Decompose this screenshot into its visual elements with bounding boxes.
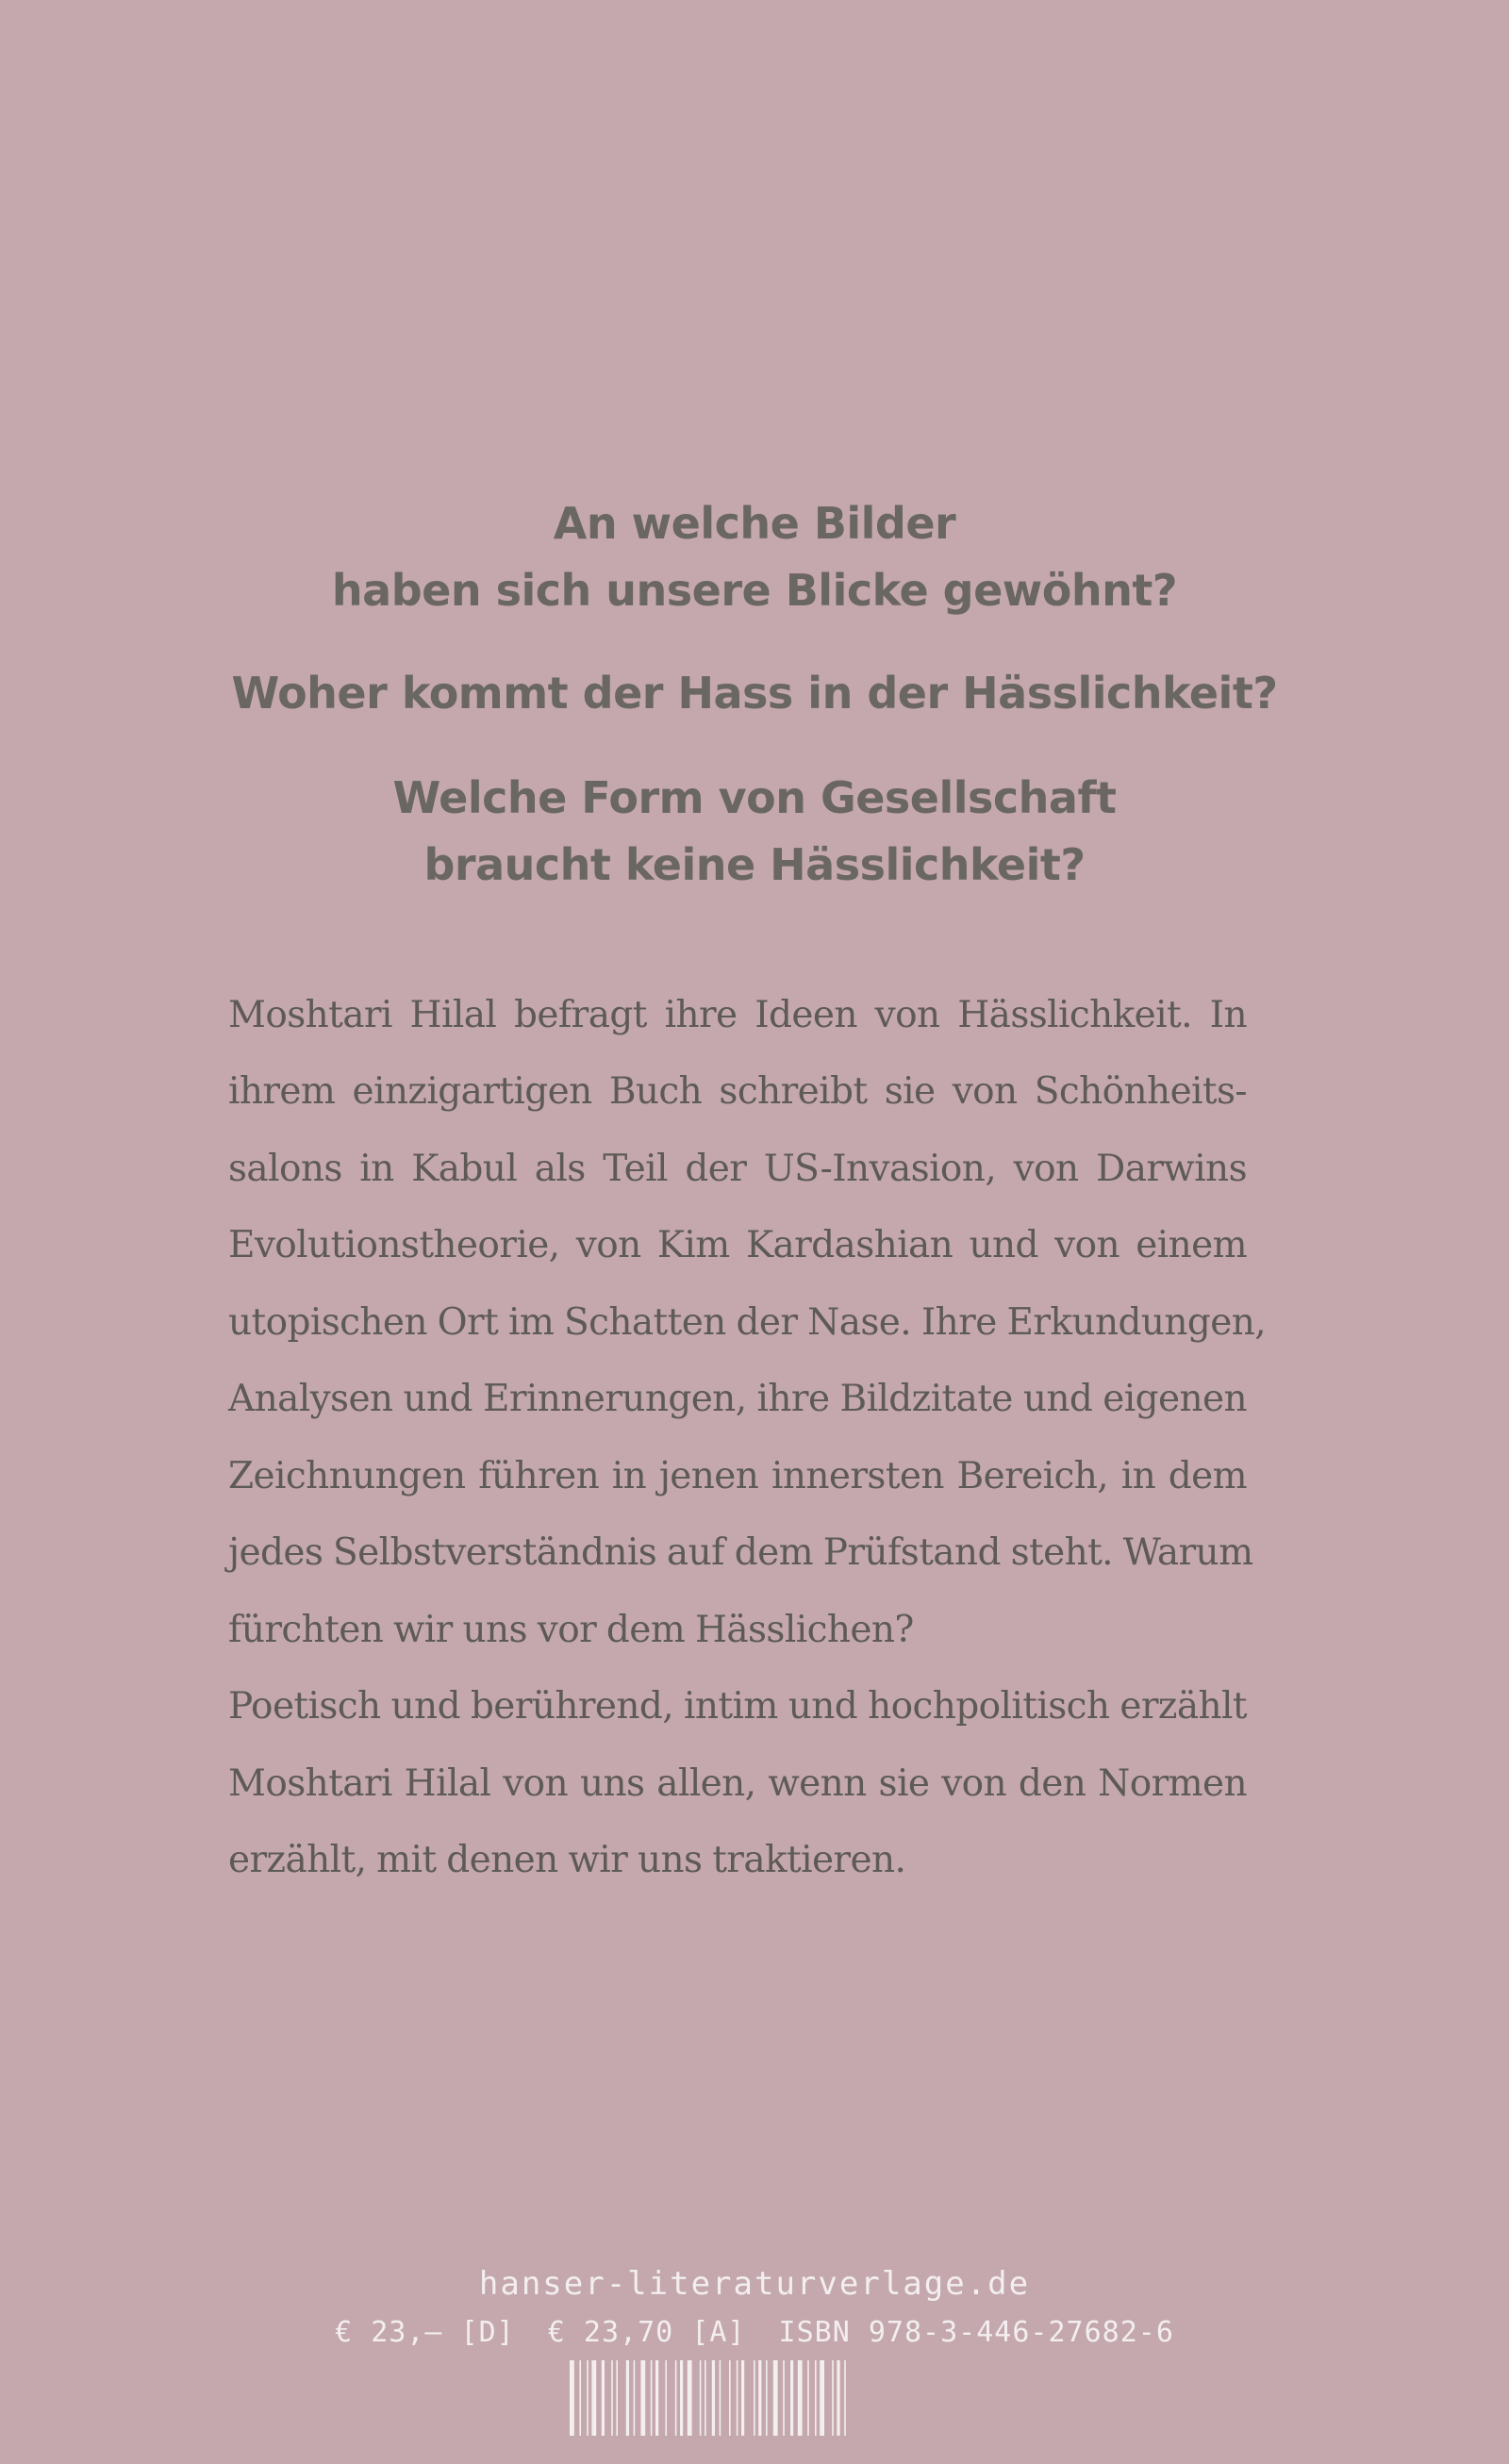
barcode-bar bbox=[773, 2360, 778, 2436]
barcode-bar bbox=[616, 2360, 618, 2436]
blurb-line: salons in Kabul als Teil der US-Invasion, von Darwins bbox=[228, 1148, 1247, 1190]
barcode-bar bbox=[807, 2360, 809, 2436]
barcode-bar bbox=[602, 2360, 605, 2436]
barcode-bar bbox=[680, 2360, 683, 2436]
blurb-line: Analysen und Erinnerungen, ihre Bildzitate und eigenen bbox=[228, 1378, 1247, 1420]
isbn-number: ISBN 978-3-446-27682-6 bbox=[778, 2316, 1174, 2349]
blurb-line: Poetisch und berührend, intim und hochpolitisch erzählt bbox=[228, 1685, 1247, 1728]
barcode-bar bbox=[754, 2360, 755, 2436]
question-2: Woher kommt der Hass in der Hässlichkeit? bbox=[231, 668, 1278, 719]
barcode-bar bbox=[790, 2360, 793, 2436]
barcode-bar bbox=[651, 2360, 653, 2436]
barcode-bar bbox=[705, 2360, 706, 2436]
barcode-bar bbox=[720, 2360, 721, 2436]
barcode-bar bbox=[712, 2360, 715, 2436]
barcode-bar bbox=[634, 2360, 636, 2436]
barcode-bar bbox=[837, 2360, 839, 2436]
barcode-bar bbox=[820, 2360, 824, 2436]
publisher-website: hanser-literaturverlage.de bbox=[478, 2265, 1031, 2303]
barcode-bar bbox=[626, 2360, 629, 2436]
price-austria: € 23,70 [A] bbox=[547, 2316, 746, 2349]
barcode-bar bbox=[737, 2360, 738, 2436]
barcode-bar bbox=[611, 2360, 613, 2436]
barcode-bar bbox=[591, 2360, 596, 2436]
barcode-bar bbox=[579, 2360, 581, 2436]
barcode-bar bbox=[655, 2360, 658, 2436]
blurb-line: ihrem einzigartigen Buch schreibt sie von Schönheits- bbox=[228, 1070, 1247, 1113]
barcode-bar bbox=[832, 2360, 834, 2436]
barcode-icon bbox=[566, 2360, 943, 2436]
blurb-line: fürchten wir uns vor dem Hässlichen? bbox=[228, 1609, 914, 1651]
barcode-bar bbox=[741, 2360, 744, 2436]
question-3-line-1: Welche Form von Gesellschaft bbox=[392, 772, 1117, 823]
blurb-line: utopischen Ort im Schatten der Nase. Ihre Erkundungen, bbox=[228, 1301, 1267, 1344]
barcode-bar bbox=[758, 2360, 761, 2436]
barcode-bar bbox=[587, 2360, 589, 2436]
blurb-line: Moshtari Hilal befragt ihre Ideen von Hässlichkeit. In bbox=[228, 994, 1247, 1036]
blurb-line: erzählt, mit denen wir uns traktieren. bbox=[228, 1839, 906, 1881]
barcode-bar bbox=[570, 2360, 574, 2436]
barcode-bar bbox=[844, 2360, 846, 2436]
barcode-bar bbox=[640, 2360, 645, 2436]
blurb-line: Moshtari Hilal von uns allen, wenn sie von den Normen bbox=[228, 1762, 1247, 1805]
barcode-bar bbox=[675, 2360, 677, 2436]
barcode-bar bbox=[783, 2360, 785, 2436]
barcode-bar bbox=[729, 2360, 731, 2436]
price-germany: € 23,– [D] bbox=[335, 2316, 515, 2349]
price-isbn-line bbox=[0, 2316, 1509, 2349]
blurb-line: Zeichnungen führen in jenen innersten Bereich, in dem bbox=[228, 1455, 1247, 1497]
barcode-bar bbox=[665, 2360, 667, 2436]
blurb-line: Evolutionstheorie, von Kim Kardashian und von einem bbox=[228, 1224, 1247, 1266]
barcode-bar bbox=[815, 2360, 817, 2436]
barcode-bar bbox=[766, 2360, 768, 2436]
question-3-line-2: braucht keine Hässlichkeit? bbox=[423, 839, 1086, 890]
question-1-line-1: An welche Bilder bbox=[553, 498, 956, 549]
blurb-line: jedes Selbstverständnis auf dem Prüfstand steht. Warum bbox=[228, 1531, 1253, 1574]
barcode-bar bbox=[688, 2360, 692, 2436]
question-1-line-2: haben sich unsere Blicke gewöhnt? bbox=[331, 565, 1178, 616]
barcode-bar bbox=[700, 2360, 702, 2436]
barcode-bar bbox=[798, 2360, 803, 2436]
